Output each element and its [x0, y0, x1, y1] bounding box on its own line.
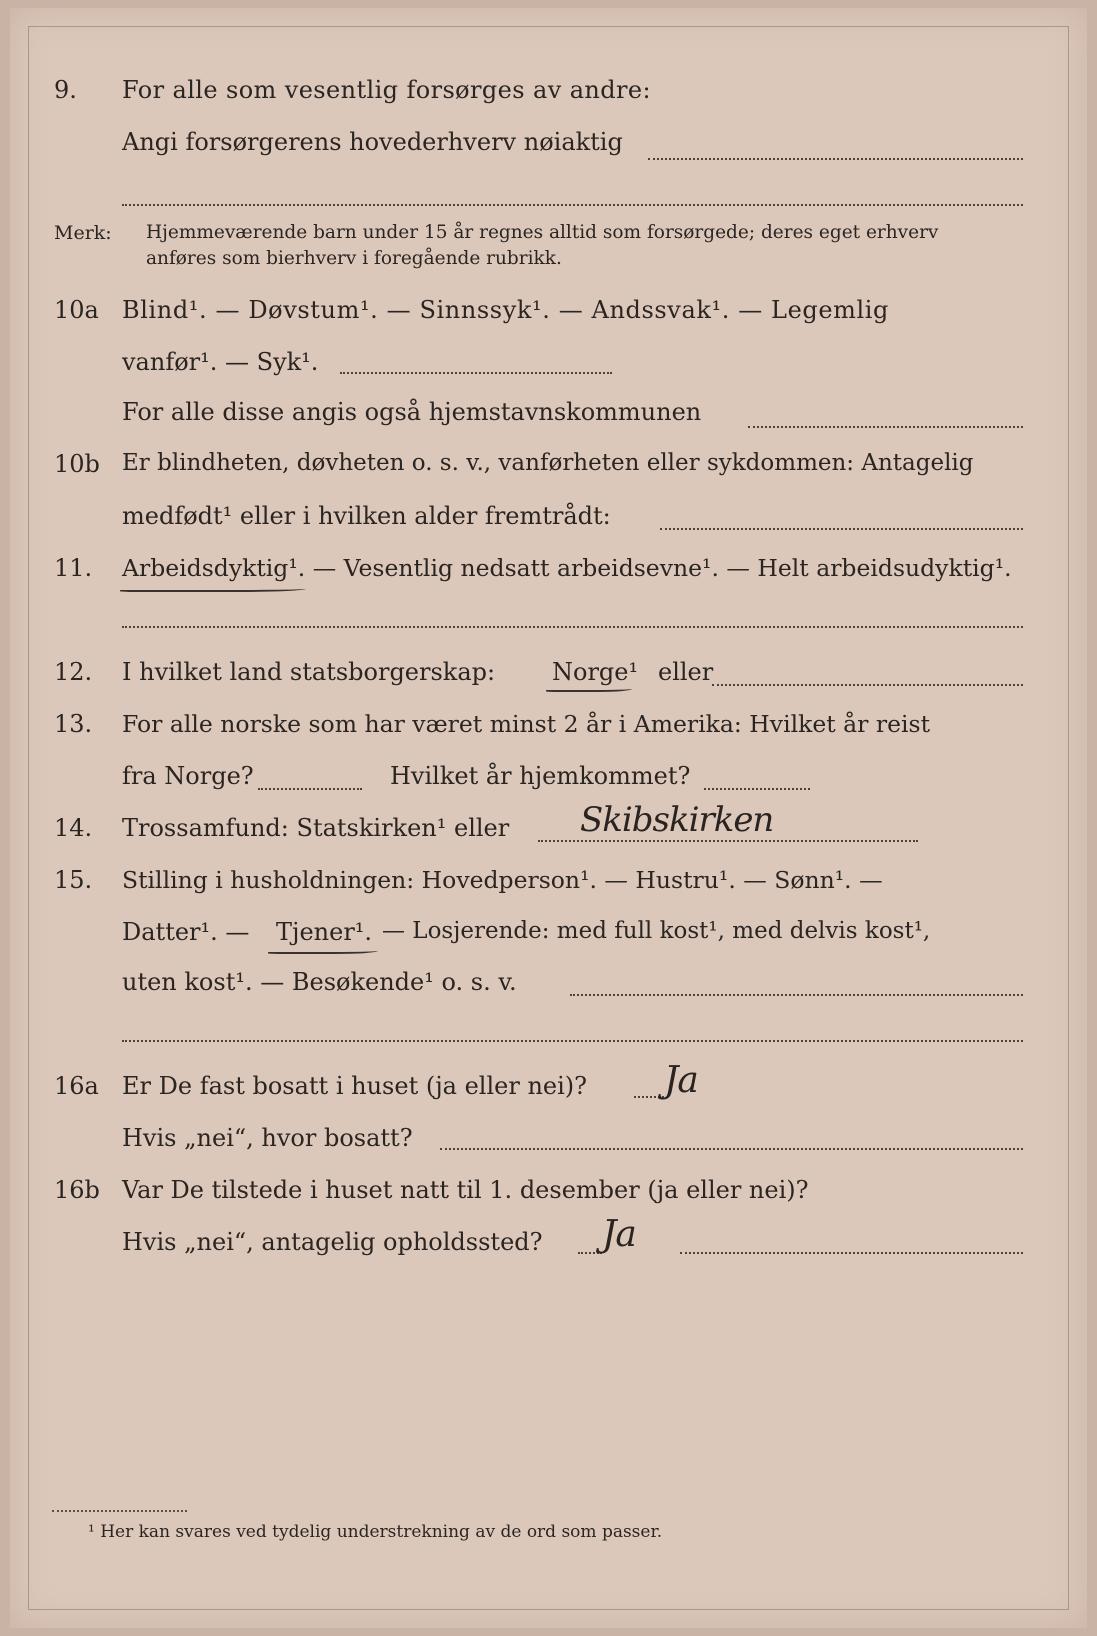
- question-10a-line2: [0, 348, 1097, 392]
- answer-line-16b[interactable]: [680, 1252, 1023, 1254]
- question-text: Arbeidsdyktig¹. — Vesentlig nedsatt arbeidsevne¹. — Helt arbeidsudyktig¹.: [122, 554, 1012, 582]
- question-number: 14.: [54, 814, 93, 842]
- answer-line-13a[interactable]: [258, 788, 362, 790]
- question-text: medfødt¹ eller i hvilken alder fremtrådt:: [122, 502, 611, 530]
- question-text: eller: [658, 658, 714, 686]
- question-text: For alle som vesentlig forsørges av andre:: [122, 76, 652, 104]
- note-text: Hjemmeværende barn under 15 år regnes alltid som forsørgede; deres eget erhverv: [146, 222, 939, 243]
- question-number: 15.: [54, 866, 93, 894]
- answer-line-12[interactable]: [712, 684, 1023, 686]
- question-text: Var De tilstede i huset natt til 1. desember (ja eller nei)?: [122, 1176, 809, 1204]
- question-15-line2: [0, 918, 1097, 962]
- question-text: Blind¹. — Døvstum¹. — Sinnssyk¹. — Andssvak¹. — Legemlig: [122, 296, 890, 324]
- question-text: Trossamfund: Statskirken¹ eller: [122, 814, 510, 842]
- question-text: Stilling i husholdningen: Hovedperson¹. — Hustru¹. — Sønn¹. —: [122, 866, 883, 894]
- question-text: Datter¹. —: [122, 918, 250, 946]
- handwritten-answer: Skibskirken: [580, 800, 774, 840]
- handwritten-underline: [546, 684, 632, 692]
- question-14: [0, 814, 1097, 858]
- question-number: 10a: [54, 296, 99, 324]
- question-10b-line2: [0, 502, 1097, 546]
- note-merk-line2: [0, 248, 1097, 292]
- question-number: 11.: [54, 554, 93, 582]
- handwritten-answer: Ja: [664, 1060, 698, 1101]
- answer-line-16b-lead[interactable]: [578, 1252, 602, 1254]
- answer-line-10a2[interactable]: [748, 426, 1023, 428]
- note-text: anføres som bierhverv i foregående rubrikk.: [146, 248, 562, 269]
- question-text: fra Norge?: [122, 762, 254, 790]
- question-number: 16a: [54, 1072, 99, 1100]
- footnote-divider: [52, 1510, 187, 1512]
- question-9-line2: [0, 128, 1097, 172]
- question-13: [0, 710, 1097, 754]
- question-number: 16b: [54, 1176, 100, 1204]
- answer-line-11[interactable]: [122, 626, 1023, 628]
- answer-line-13b[interactable]: [704, 788, 810, 790]
- answer-line-9a[interactable]: [648, 158, 1023, 160]
- question-10a-line3: [0, 398, 1097, 442]
- question-16a: [0, 1072, 1097, 1116]
- footnote: ¹ Her kan svares ved tydelig understrekning av de ord som passer.: [88, 1522, 663, 1542]
- option-norge: Norge¹: [552, 658, 639, 686]
- option-tjener: Tjener¹.: [276, 918, 373, 946]
- question-number: 12.: [54, 658, 93, 686]
- answer-line-16a1[interactable]: [634, 1096, 664, 1098]
- question-number: 13.: [54, 710, 93, 738]
- question-15: [0, 866, 1097, 910]
- question-text: For alle disse angis også hjemstavnskommunen: [122, 398, 702, 426]
- question-text: Hvilket år hjemkommet?: [390, 762, 691, 790]
- question-12: [0, 658, 1097, 702]
- question-text: — Losjerende: med full kost¹, med delvis kost¹,: [382, 918, 931, 944]
- answer-line-16a2[interactable]: [440, 1148, 1023, 1150]
- answer-line-10b[interactable]: [660, 528, 1023, 530]
- question-10b: [0, 450, 1097, 494]
- answer-line-14[interactable]: [538, 840, 918, 842]
- question-13-line2: [0, 762, 1097, 806]
- question-text: Hvis „nei“, hvor bosatt?: [122, 1124, 413, 1152]
- handwritten-underline: [268, 946, 378, 954]
- answer-line-15b[interactable]: [122, 1040, 1023, 1042]
- question-text: uten kost¹. — Besøkende¹ o. s. v.: [122, 968, 517, 996]
- handwritten-underline: [120, 584, 306, 592]
- question-15-line3: [0, 968, 1097, 1012]
- question-text: Hvis „nei“, antagelig opholdssted?: [122, 1228, 543, 1256]
- question-16a-line2: [0, 1124, 1097, 1168]
- question-16b: [0, 1176, 1097, 1220]
- question-text: vanfør¹. — Syk¹.: [122, 348, 319, 376]
- handwritten-answer: Ja: [602, 1214, 636, 1255]
- question-text: Er De fast bosatt i huset (ja eller nei)?: [122, 1072, 588, 1100]
- answer-line-9b[interactable]: [122, 204, 1023, 206]
- question-9: [0, 76, 1097, 120]
- question-text: For alle norske som har været minst 2 år i Amerika: Hvilket år reist: [122, 710, 931, 738]
- answer-line-10a1[interactable]: [340, 372, 612, 374]
- answer-line-15a[interactable]: [570, 994, 1023, 996]
- question-text: Er blindheten, døvheten o. s. v., vanførheten eller sykdommen: Antagelig: [122, 450, 974, 476]
- question-16b-line2: [0, 1228, 1097, 1272]
- note-label: Merk:: [54, 222, 112, 244]
- question-text: Angi forsørgerens hovederhverv nøiaktig: [122, 128, 623, 156]
- question-number: 10b: [54, 450, 100, 478]
- question-number: 9.: [54, 76, 77, 104]
- question-text: I hvilket land statsborgerskap:: [122, 658, 496, 686]
- question-10a: [0, 296, 1097, 340]
